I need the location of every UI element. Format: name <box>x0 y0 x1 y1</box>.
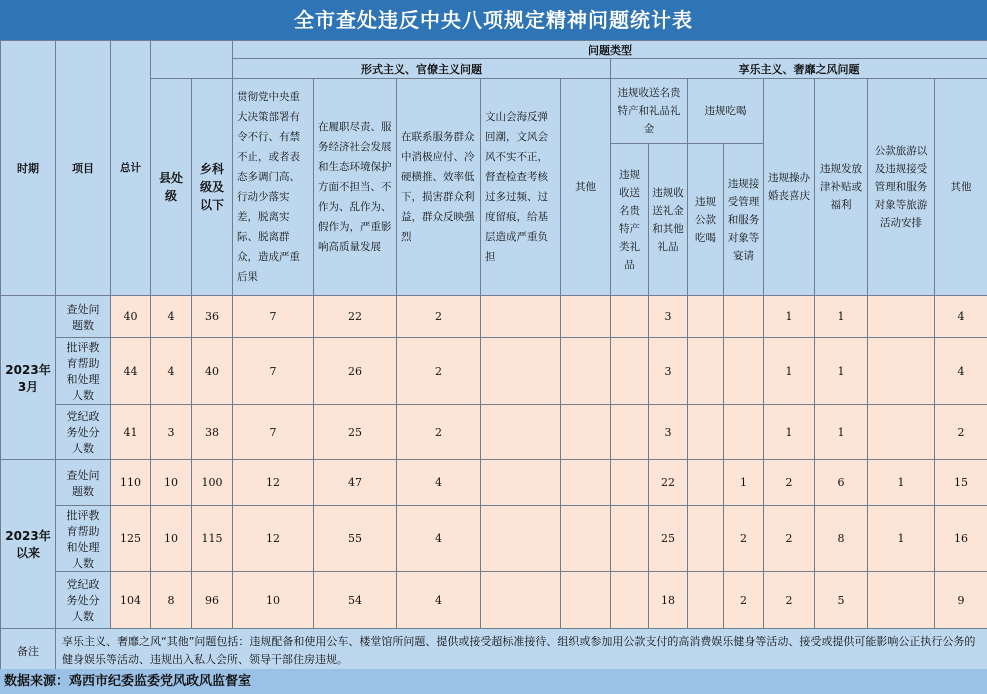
note-label: 备注 <box>1 629 56 673</box>
table-title: 全市查处违反中央八项规定精神问题统计表 <box>0 0 987 40</box>
period-header: 时期 <box>1 41 56 296</box>
table-row: 批评教育帮助和处理人数 125 10 115 12 55 4 25 2 2 8 1 16 <box>1 506 987 572</box>
county-level-header: 县处级 <box>151 79 192 296</box>
table-row: 党纪政务处分人数 41 3 38 7 25 2 3 1 1 2 <box>1 405 987 460</box>
col-header-accepting-banquets: 违规接受管理和服务对象等宴请 <box>724 144 764 296</box>
period-label: 2023年以来 <box>1 460 56 629</box>
row-item-label: 查处问题数 <box>56 296 111 338</box>
col-header-dining-group: 违规吃喝 <box>688 79 764 144</box>
row-item-label: 党纪政务处分人数 <box>56 572 111 629</box>
col-header-gifts-specialty: 违规收送名贵特产类礼品 <box>611 144 649 296</box>
col-header-serving-public: 在联系服务群众中消极应付、冷硬横推、效率低下，损害群众利益，群众反映强烈 <box>397 79 481 296</box>
total-header: 总计 <box>111 41 151 296</box>
table-row: 批评教育帮助和处理人数 44 4 40 7 26 2 3 1 1 4 <box>1 338 987 405</box>
col-header-allowances: 违规发放津补贴或福利 <box>815 79 868 296</box>
hedonism-header: 享乐主义、奢靡之风问题 <box>611 59 987 79</box>
row-item-label: 查处问题数 <box>56 460 111 506</box>
col-header-weddings: 违规操办婚丧喜庆 <box>764 79 815 296</box>
col-header-meetings: 文山会海反弹回潮，文风会风不实不正，督查检查考核过多过频、过度留痕，给基层造成严重负担 <box>481 79 561 296</box>
row-item-label: 批评教育帮助和处理人数 <box>56 506 111 572</box>
formalism-header: 形式主义、官僚主义问题 <box>233 59 611 79</box>
note-row <box>1 629 987 673</box>
township-level-header: 乡科级及以下 <box>192 79 233 296</box>
statistics-table <box>0 40 987 673</box>
col-header-gifts-group: 违规收送名贵特产和礼品礼金 <box>611 79 688 144</box>
col-header-hedonism-other: 其他 <box>935 79 987 296</box>
level-header-blank <box>151 41 233 79</box>
col-header-decisions: 贯彻党中央重大决策部署有令不行、有禁不止，或者表态多调门高、行动少落实差，脱离实际、脱离群众，造成严重后果 <box>233 79 314 296</box>
row-item-label: 批评教育帮助和处理人数 <box>56 338 111 405</box>
item-header: 项目 <box>56 41 111 296</box>
table-row: 2023年以来 查处问题数 110 10 100 12 47 4 22 1 2 6 1 15 <box>1 460 987 506</box>
period-label: 2023年3月 <box>1 296 56 460</box>
table-row: 党纪政务处分人数 104 8 96 10 54 4 18 2 2 5 9 <box>1 572 987 629</box>
note-text: 享乐主义、奢靡之风“其他”问题包括：违规配备和使用公车、楼堂馆所问题、提供或接受超标准接待、组织或参加用公款支付的高消费娱乐健身等活动、接受或提供可能影响公正执行公务的健身娱乐等活动、违规出入私人会所、领导干部住房违规。 <box>56 629 987 673</box>
row-item-label: 党纪政务处分人数 <box>56 405 111 460</box>
col-header-travel: 公款旅游以及违规接受管理和服务对象等旅游活动安排 <box>868 79 935 296</box>
problem-type-header: 问题类型 <box>233 41 987 59</box>
col-header-duties: 在履职尽责、服务经济社会发展和生态环境保护方面不担当、不作为、乱作为、假作为，严重影响高质量发展 <box>314 79 397 296</box>
col-header-public-dining: 违规公款吃喝 <box>688 144 724 296</box>
col-header-formalism-other: 其他 <box>561 79 611 296</box>
table-row: 2023年3月 查处问题数 40 4 36 7 22 2 3 1 1 4 <box>1 296 987 338</box>
data-source: 数据来源：鸡西市纪委监委党风政风监督室 <box>0 669 987 694</box>
col-header-gifts-cash: 违规收送礼金和其他礼品 <box>649 144 688 296</box>
